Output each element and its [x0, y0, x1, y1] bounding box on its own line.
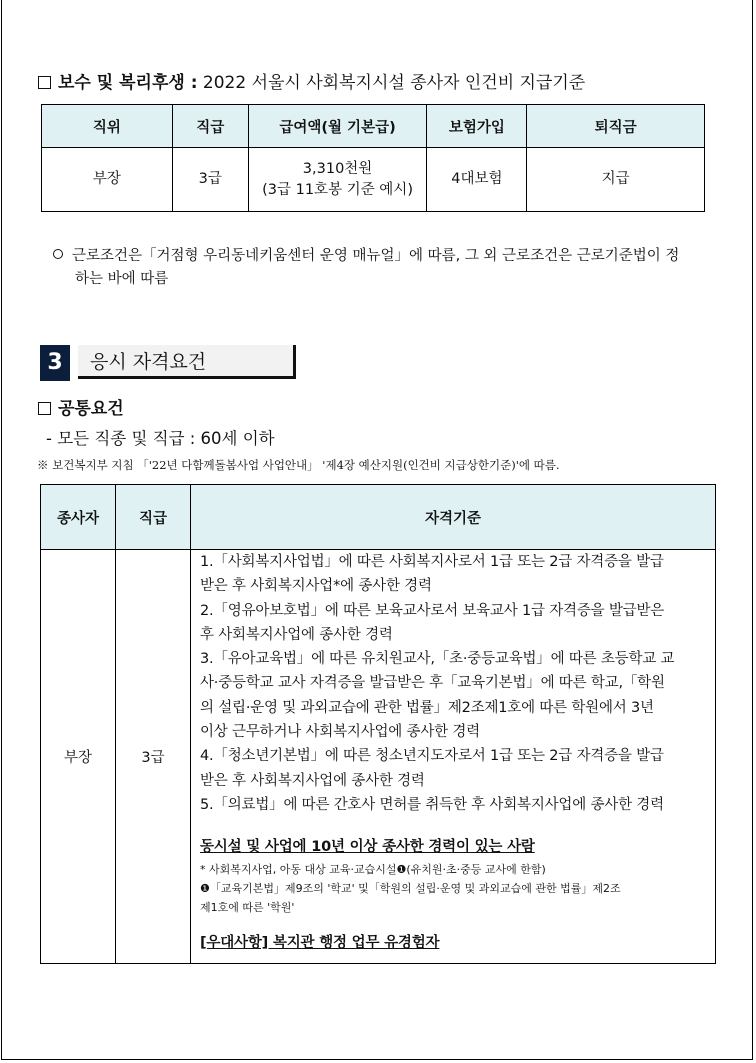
qualification-header-row — [41, 485, 716, 550]
criteria-line: 이상 근무하거나 사회복지사업에 종사한 경력 — [200, 724, 480, 741]
qual-cell-grade: 3급 — [116, 550, 191, 964]
criteria-line: 3.「유아교육법」에 따른 유치원교사,「초·중등교육법」에 따른 초등학교 교 — [200, 651, 675, 668]
criteria-line: 받은 후 사회복지사업에 종사한 경력 — [200, 772, 425, 789]
pay-header-salary: 급여액(월 기본급) — [248, 105, 427, 148]
checkbox-icon — [38, 402, 51, 415]
conditions-note — [53, 245, 679, 291]
salary-note: (3급 11호봉 기준 예시) — [262, 181, 413, 198]
qual-cell-position: 부장 — [41, 550, 116, 964]
age-requirement: - 모든 직종 및 직급 : 60세 이하 — [46, 429, 275, 448]
pay-header-insurance: 보험가입 — [427, 105, 527, 148]
qual-header-position: 종사자 — [41, 485, 116, 550]
criteria-line: 사·중등학교 교사 자격증을 발급받은 후「교육기본법」에 따른 학교,「학원 — [200, 675, 665, 692]
footnote: 제1호에 따른 '학원' — [200, 900, 295, 914]
pay-heading-rest: 2022 서울시 사회복지시설 종사자 인건비 지급기준 — [197, 73, 586, 93]
qual-cell-criteria — [191, 550, 716, 964]
criteria-line: 2.「영유아보호법」에 따른 보육교사로서 보육교사 1급 자격증을 발급받은 — [200, 602, 665, 619]
pay-cell-insurance: 4대보험 — [427, 148, 527, 212]
criteria-line: 받은 후 사회복지사업*에 종사한 경력 — [200, 578, 432, 595]
pay-header-severance: 퇴직금 — [527, 105, 705, 148]
section-title: 응시 자격요건 — [78, 345, 296, 379]
experience-requirement: 동시설 및 사업에 10년 이상 종사한 경력이 있는 사람 — [200, 839, 535, 856]
criteria-line: 4.「청소년기본법」에 따른 청소년지도자로서 1급 또는 2급 자격증을 발급 — [200, 748, 664, 765]
criteria-line: 의 설립·운영 및 과외교습에 관한 법률」제2조제1호에 따른 학원에서 3년 — [200, 699, 654, 716]
footnote: * 사회복지사업, 아동 대상 교육·교습시설❶(유치원·초·중등 교사에 한함) — [200, 862, 546, 876]
common-heading — [38, 394, 124, 419]
pay-header-grade: 직급 — [172, 105, 248, 148]
criteria-line: 후 사회복지사업에 종사한 경력 — [200, 626, 393, 643]
pay-header-position: 직위 — [42, 105, 173, 148]
pay-heading — [38, 68, 585, 93]
qual-header-criteria: 자격기준 — [191, 485, 716, 550]
table-row — [41, 550, 716, 964]
preference-note: [우대사항] 복지관 행정 업무 유경험자 — [200, 934, 440, 951]
circle-bullet-icon — [53, 249, 63, 259]
pay-cell-position: 부장 — [42, 148, 173, 212]
reference-note: ※ 보건복지부 지침 「'22년 다함께돌봄사업 사업안내」 '제4장 예산지원(인건비 지급상한기준)'에 따름. — [37, 458, 560, 472]
footnote: ❶「교육기본법」제9조의 '학교' 및「학원의 설립·운영 및 과외교습에 관한 법률」제2조 — [200, 881, 621, 895]
conditions-note-line1: 근로조건은「거점형 우리동네키움센터 운영 매뉴얼」에 따름, 그 외 근로조건은 근로기준법이 정 — [72, 248, 680, 264]
pay-heading-bold: 보수 및 복리후생 : — [58, 73, 198, 93]
pay-cell-severance: 지급 — [527, 148, 705, 212]
qualification-table — [40, 484, 716, 964]
salary-amount: 3,310천원 — [302, 160, 373, 177]
criteria-line: 5.「의료법」에 따른 간호사 면허를 취득한 후 사회복지사업에 종사한 경력 — [200, 796, 664, 813]
table-row — [42, 148, 705, 212]
pay-table-header-row — [42, 105, 705, 148]
pay-cell-grade: 3급 — [172, 148, 248, 212]
section-number: 3 — [40, 345, 70, 381]
criteria-line: 1.「사회복지사업법」에 따른 사회복지사로서 1급 또는 2급 자격증을 발급 — [200, 554, 664, 570]
qual-header-grade: 직급 — [116, 485, 191, 550]
checkbox-icon — [38, 76, 51, 89]
conditions-note-line2: 하는 바에 따름 — [75, 271, 169, 287]
pay-cell-salary — [248, 148, 427, 212]
common-heading-text: 공통요건 — [58, 399, 124, 419]
pay-table — [41, 104, 705, 212]
